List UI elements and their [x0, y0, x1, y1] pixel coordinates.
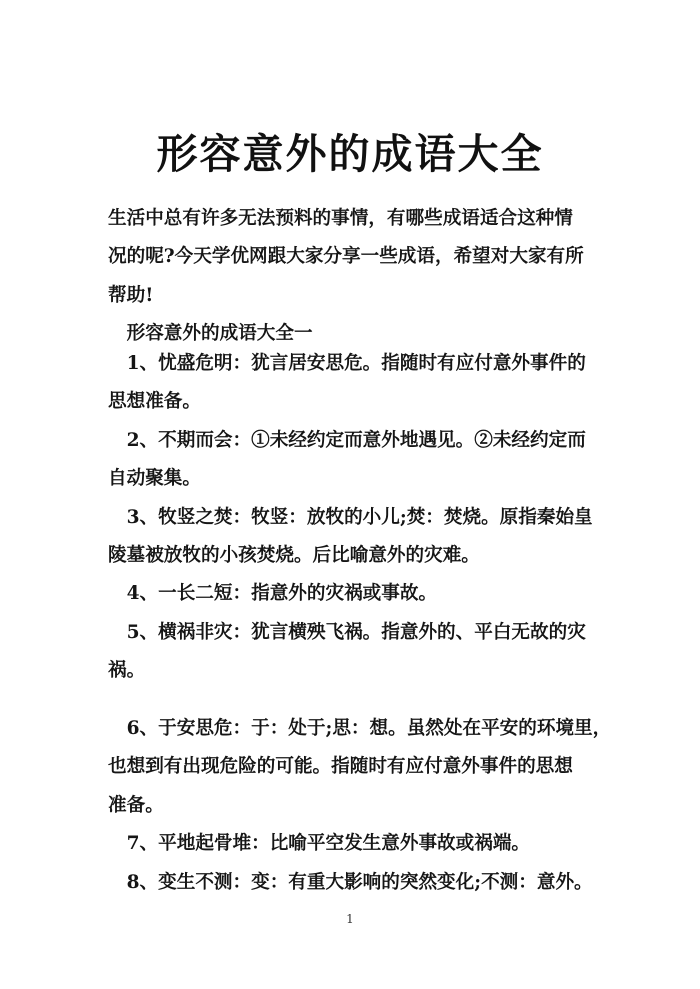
entry-1-line: 1、忧盛危明：犹言居安思危。指随时有应付意外事件的	[108, 353, 586, 374]
entry-7-line: 7、平地起骨堆：比喻平空发生意外事故或祸端。	[108, 833, 531, 855]
entry-4-line: 4、一长二短：指意外的灾祸或事故。	[108, 583, 438, 605]
entry-3-line: 3、牧竖之焚：牧竖：放牧的小儿;焚：焚烧。原指秦始皇	[108, 506, 593, 528]
document-title: 形容意外的成语大全	[156, 130, 544, 178]
section-heading-text: 形容意外的成语大全一	[108, 323, 313, 344]
intro-line: 生活中总有许多无法预料的事情，有哪些成语适合这种情	[108, 208, 573, 229]
entry-8-line: 8、变生不测：变：有重大影响的突然变化;不测：意外。	[108, 871, 593, 893]
entry-1-line: 思想准备。	[108, 391, 201, 413]
entry-6-line: 也想到有出现危险的可能。指随时有应付意外事件的思想	[108, 756, 573, 778]
entry-list-1	[108, 345, 598, 691]
entry-2-line: 自动聚集。	[108, 468, 201, 490]
intro-paragraph	[108, 200, 598, 315]
entry-2-line: 2、不期而会：①未经约定而意外地遇见。②未经约定而	[108, 429, 586, 451]
intro-line: 帮助!	[108, 284, 154, 306]
page-number: 1	[346, 912, 354, 926]
entry-6-line: 6、于安思危：于：处于;思：想。虽然处在平安的环境里，	[108, 718, 612, 739]
intro-line: 况的呢?今天学优网跟大家分享一些成语，希望对大家有所	[108, 246, 584, 268]
entry-5-line: 祸。	[108, 660, 146, 682]
entry-5-line: 5、横祸非灾：犹言横殃飞祸。指意外的、平白无故的灾	[108, 621, 586, 643]
entry-3-line: 陵墓被放牧的小孩焚烧。后比喻意外的灾难。	[108, 544, 480, 566]
entry-6-line: 准备。	[108, 794, 164, 816]
entry-list-2	[108, 710, 612, 902]
